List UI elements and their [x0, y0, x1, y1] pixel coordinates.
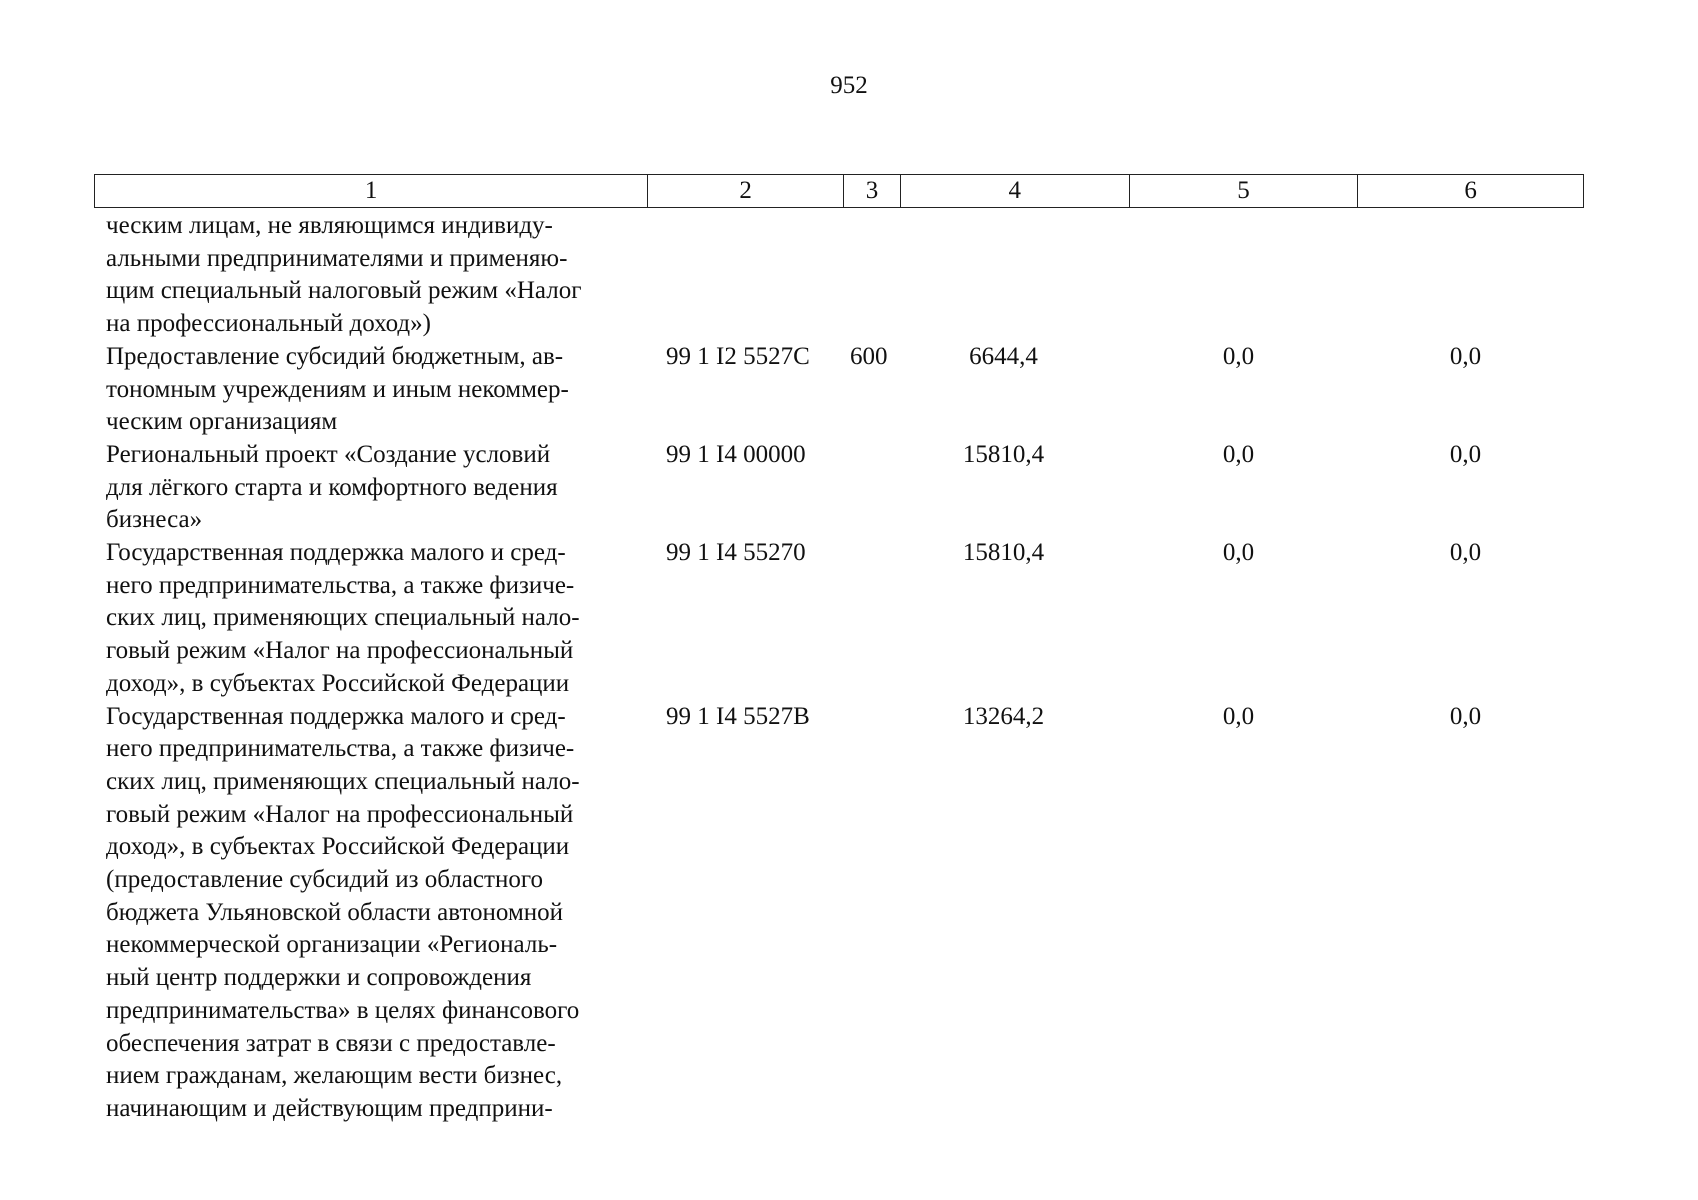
- table-row: [94, 439, 1584, 537]
- row-code: [648, 210, 844, 341]
- row-value-5: 0,0: [1222, 539, 1255, 567]
- header-col-4: 4: [901, 175, 1130, 207]
- header-col-6: 6: [1464, 177, 1477, 204]
- table-row: [94, 701, 1584, 1126]
- row-value-6: [1359, 210, 1584, 341]
- table-row: [94, 210, 1584, 341]
- table-row: [94, 537, 1584, 701]
- row-type: [844, 537, 901, 701]
- header-col-1: 1: [95, 175, 648, 207]
- row-code: 99 1 I4 5527В: [666, 702, 810, 730]
- row-value-6: 0,0: [1449, 440, 1482, 468]
- row-code: 99 1 I2 5527С: [666, 342, 810, 370]
- row-name: Региональный проект «Создание условий для лёгкого старта и комфортного ведения бизнеса»: [106, 440, 558, 534]
- row-type: [844, 439, 901, 537]
- row-value-6: 0,0: [1449, 342, 1482, 370]
- row-code: 99 1 I4 00000: [666, 440, 806, 468]
- row-name: Государственная поддержка малого и сред- него предпринимательства, а также физиче- ских лиц, применяющих специальный нало- говый режим «Налог на профессиональный доход», в субъектах Российской Федерации: [106, 539, 580, 697]
- row-type: [844, 210, 901, 341]
- row-code: 99 1 I4 55270: [666, 539, 806, 567]
- header-col-2: 2: [648, 175, 844, 207]
- row-name: ческим лицам, не являющимся индивиду- альными предпринимателями и применяю- щим специальный налоговый режим «Налог на профессиональный доход»): [106, 212, 582, 338]
- row-value-5: 0,0: [1222, 440, 1255, 468]
- row-type: 600: [850, 342, 888, 370]
- table-body: [94, 210, 1584, 1126]
- row-value-4: [901, 210, 1130, 341]
- header-col-5: 5: [1130, 175, 1359, 207]
- row-type: [844, 701, 901, 1126]
- table-header: [94, 174, 1584, 208]
- row-value-4: 15810,4: [962, 539, 1045, 567]
- row-name: Предоставление субсидий бюджетным, ав- тономным учреждениям и иным некоммер- ческим организациям: [106, 342, 569, 436]
- row-value-4: 6644,4: [969, 342, 1038, 370]
- row-value-5: 0,0: [1222, 702, 1255, 730]
- row-value-6: 0,0: [1449, 539, 1482, 567]
- table-row: [94, 341, 1584, 439]
- row-value-4: 15810,4: [962, 440, 1045, 468]
- row-value-5: 0,0: [1222, 342, 1255, 370]
- row-value-5: [1130, 210, 1359, 341]
- row-name: Государственная поддержка малого и сред- него предпринимательства, а также физиче- ских лиц, применяющих специальный нало- говый режим «Налог на профессиональный доход», в субъектах Российской Федерации (предоставление субсидий из областного бюджета Ульяновской области автономной некоммерческой организации «Региональ- ный центр поддержки и сопровождения предпринимательства» в целях финансового обеспечения затрат в связи с предоставле- нием гражданам, желающим вести бизнес, начинающим и действующим предприни-: [106, 702, 580, 1122]
- row-value-4: 13264,2: [962, 702, 1045, 730]
- row-value-6: 0,0: [1449, 702, 1482, 730]
- header-col-3: 3: [844, 175, 901, 207]
- page-number: 952: [830, 72, 868, 99]
